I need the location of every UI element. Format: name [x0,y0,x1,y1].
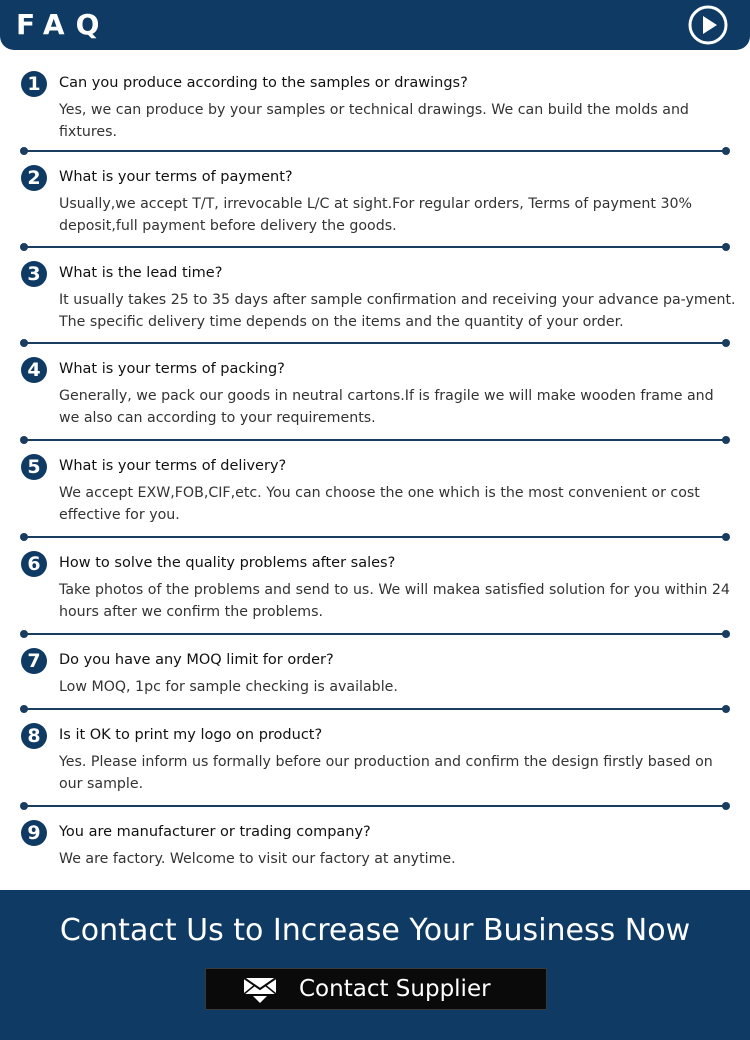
faq-answer: It usually takes 25 to 35 days after sample confirmation and receiving your advance pa-yment. The specific delivery time depends on the items and the quantity of your order. [59,292,736,330]
number-badge: 5 [21,454,47,480]
faq-question: Is it OK to print my logo on product? [59,727,323,743]
faq-item [0,712,750,809]
faq-item [0,346,750,443]
faq-answer: Low MOQ, 1pc for sample checking is available. [59,679,398,695]
faq-answer: Usually,we accept T/T, irrevocable L/C at sight.For regular orders, Terms of payment 30% deposit,full payment before delivery the goods. [59,196,692,234]
faq-question: What is your terms of packing? [59,361,285,377]
number-badge: 4 [21,357,47,383]
number-badge: 2 [21,165,47,191]
faq-header [0,0,750,50]
divider [24,439,726,441]
contact-supplier-button[interactable] [205,968,547,1010]
faq-item [0,60,750,154]
number-badge: 6 [21,551,47,577]
divider [24,342,726,344]
faq-answer: We are factory. Welcome to visit our factory at anytime. [59,851,456,867]
faq-item [0,154,750,250]
number-badge: 8 [21,723,47,749]
number-badge: 7 [21,648,47,674]
faq-question: Do you have any MOQ limit for order? [59,652,334,668]
faq-question: What is your terms of payment? [59,169,293,185]
faq-item [0,443,750,540]
faq-answer: Take photos of the problems and send to us. We will makea satisfied solution for you within 24 hours after we confirm the problems. [59,582,730,620]
divider [24,805,726,807]
divider [24,246,726,248]
faq-answer: Yes, we can produce by your samples or technical drawings. We can build the molds and fixtures. [59,102,689,140]
faq-question: What is the lead time? [59,265,223,281]
faq-item [0,250,750,346]
faq-answer: Yes. Please inform us formally before our production and confirm the design firstly based on our sample. [59,754,713,792]
faq-answer: Generally, we pack our goods in neutral cartons.If is fragile we will make wooden frame and we also can according to your requirements. [59,388,714,426]
faq-list [0,60,750,889]
faq-question: You are manufacturer or trading company? [59,824,371,840]
envelope-icon [242,975,278,1005]
number-badge: 3 [21,261,47,287]
faq-question: How to solve the quality problems after sales? [59,555,396,571]
faq-question: What is your terms of delivery? [59,458,287,474]
contact-supplier-label: Contact Supplier [299,976,491,1002]
number-badge: 1 [21,71,47,97]
divider [24,150,726,152]
divider [24,708,726,710]
faq-answer: We accept EXW,FOB,CIF,etc. You can choose the one which is the most convenient or cost effective for you. [59,485,700,523]
faq-item [0,809,750,889]
divider [24,536,726,538]
number-badge: 9 [21,820,47,846]
faq-item [0,637,750,712]
divider [24,633,726,635]
contact-banner [0,890,750,1040]
page-title: FAQ [16,8,111,41]
faq-question: Can you produce according to the samples or drawings? [59,75,468,91]
faq-item [0,540,750,637]
contact-banner-title: Contact Us to Increase Your Business Now [59,913,691,948]
play-circle-icon[interactable] [687,4,729,46]
